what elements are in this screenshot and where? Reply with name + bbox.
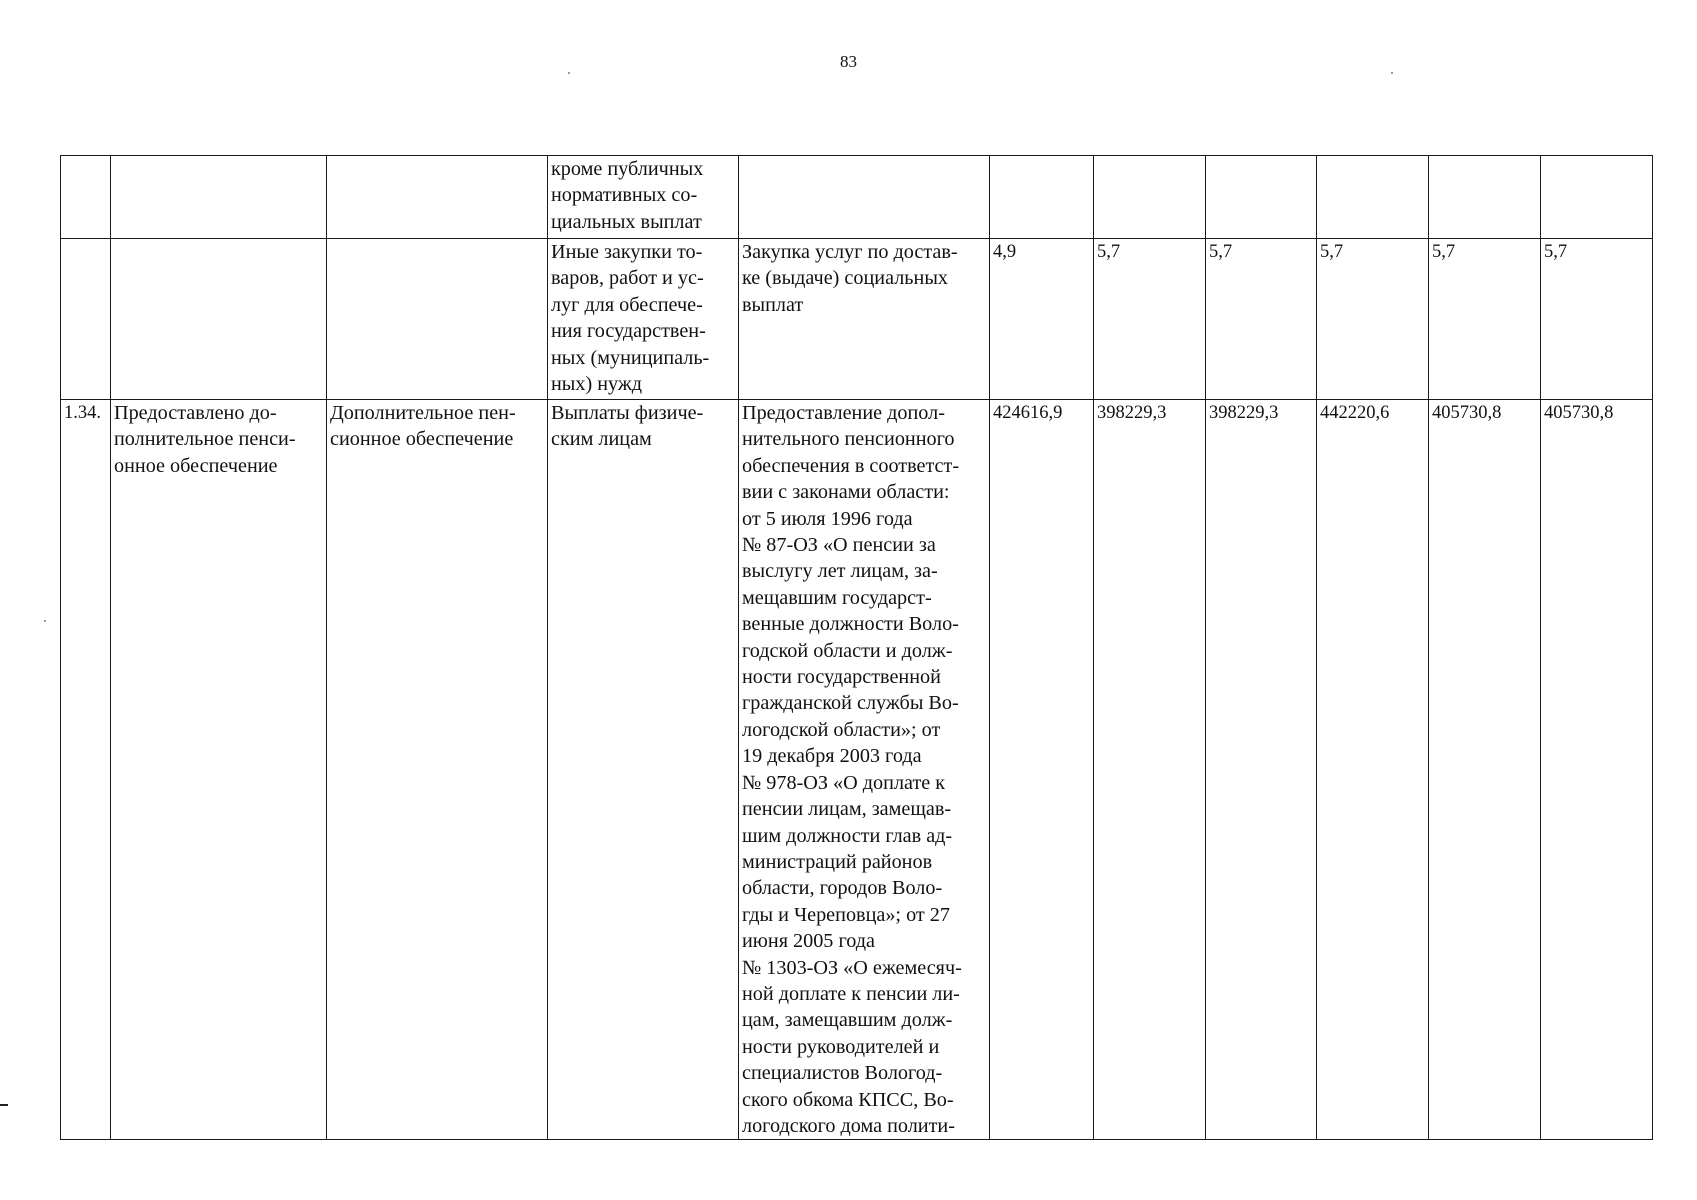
table-cell-direction — [327, 239, 548, 400]
table-cell-direction: Дополнительное пен- сионное обеспечение — [327, 400, 548, 1140]
table-cell-value: 442220,6 — [1317, 400, 1429, 1140]
table-cell-value — [1206, 156, 1317, 239]
table-cell-value: 398229,3 — [1206, 400, 1317, 1140]
table-cell-value: 405730,8 — [1429, 400, 1541, 1140]
scan-mark — [568, 72, 570, 74]
table-cell-number — [61, 239, 111, 400]
page-number: 83 — [840, 52, 857, 71]
scan-mark — [1391, 72, 1393, 74]
table-cell-value: 424616,9 — [990, 400, 1094, 1140]
table-cell-value: 4,9 — [990, 239, 1094, 400]
table-cell-expense-type: кроме публичных нормативных со- циальных выплат — [548, 156, 739, 239]
table-cell-result — [111, 156, 327, 239]
table-cell-value: 405730,8 — [1541, 400, 1653, 1140]
table-cell-value: 5,7 — [1094, 239, 1206, 400]
table-cell-value — [1094, 156, 1206, 239]
table-cell-direction — [327, 156, 548, 239]
table-cell-description: Закупка услуг по достав- ке (выдаче) социальных выплат — [739, 239, 990, 400]
table-cell-description — [739, 156, 990, 239]
table-cell-value: 5,7 — [1541, 239, 1653, 400]
budget-table — [60, 155, 1653, 1140]
table-row — [61, 400, 1653, 1140]
table-cell-expense-type: Иные закупки то- варов, работ и ус- луг для обеспече- ния государствен- ных (муниципаль- ных) нужд — [548, 239, 739, 400]
table-cell-number — [61, 156, 111, 239]
table-cell-expense-type: Выплаты физиче- ским лицам — [548, 400, 739, 1140]
table-row — [61, 239, 1653, 400]
scan-mark — [0, 1104, 8, 1106]
table-cell-value — [1541, 156, 1653, 239]
table-cell-value: 5,7 — [1317, 239, 1429, 400]
table-cell-value — [1429, 156, 1541, 239]
table-cell-value — [990, 156, 1094, 239]
table-row — [61, 156, 1653, 239]
table-cell-value: 5,7 — [1429, 239, 1541, 400]
scan-mark — [44, 620, 46, 622]
table-cell-result — [111, 239, 327, 400]
table-cell-result: Предоставлено до- полнительное пенси- онное обеспечение — [111, 400, 327, 1140]
table-cell-value — [1317, 156, 1429, 239]
table-cell-number: 1.34. — [61, 400, 111, 1140]
table-cell-value: 398229,3 — [1094, 400, 1206, 1140]
table-cell-description: Предоставление допол- нительного пенсионного обеспечения в соответст- вии с законами области: от 5 июля 1996 года № 87-ОЗ «О пенсии за выслугу лет лицам, за- мещавшим государст- венные должности Воло- годской области и долж- ности государственной гражданской службы Во- логодской области»; от 19 декабря 2003 года № 978-ОЗ «О доплате к пенсии лицам, замещав- шим должности глав ад- министраций районов области, городов Воло- гды и Череповца»; от 27 июня 2005 года № 1303-ОЗ «О ежемесяч- ной доплате к пенсии ли- цам, замещавшим долж- ности руководителей и специалистов Вологод- ского обкома КПСС, Во- логодского дома полити- — [739, 400, 990, 1140]
table-cell-value: 5,7 — [1206, 239, 1317, 400]
